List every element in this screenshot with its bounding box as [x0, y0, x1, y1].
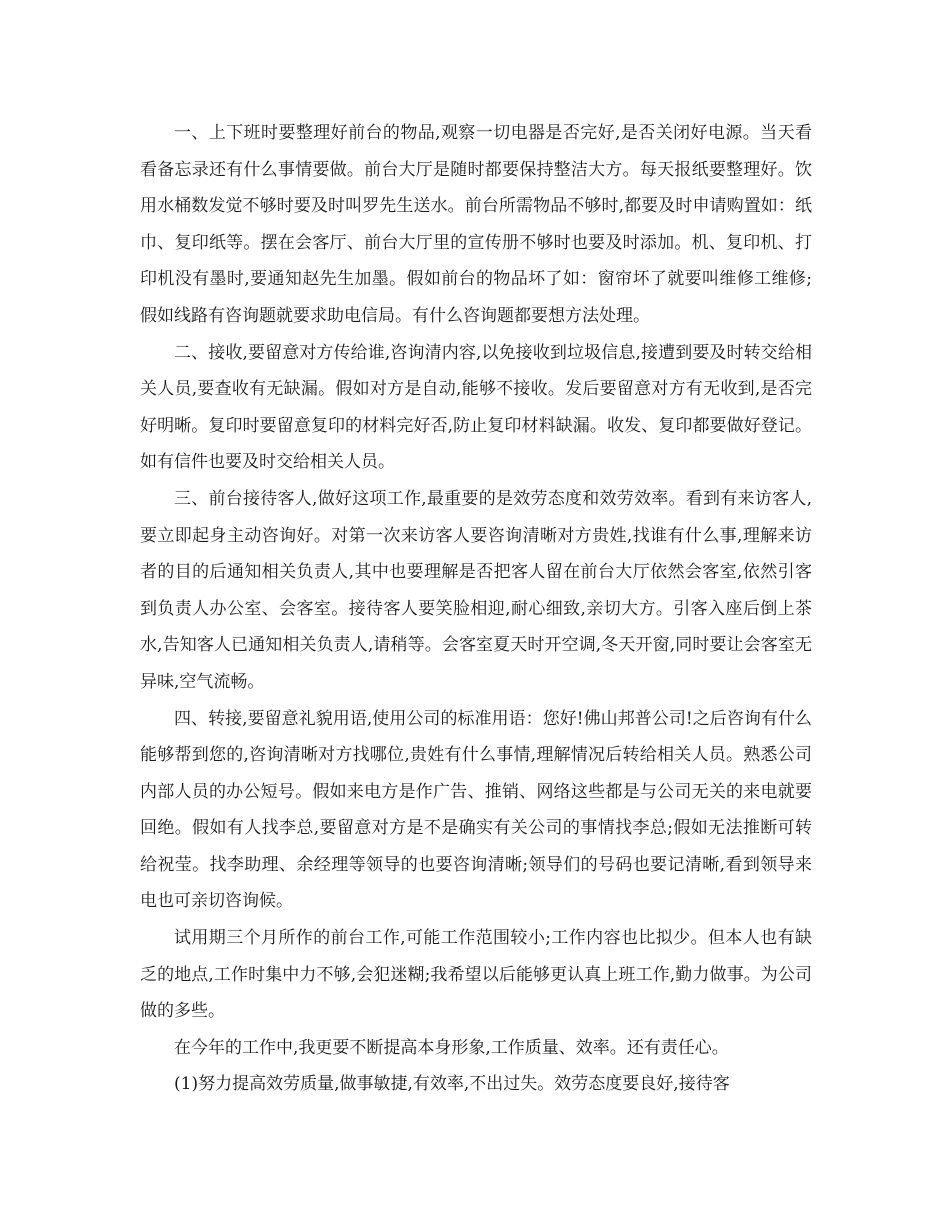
paragraph-goal-item-1: (1)努力提高效劳质量,做事敏捷,有效率,不出过失。效劳态度要良好,接待客 [174, 1074, 730, 1095]
paragraph-front-desk-items: 一、上下班时要整理好前台的物品,观察一切电器是否完好,是否关闭好电源。当天看看备忘录还有什么事情要做。前台大厅是随时都要保持整洁大方。每天报纸要整理好。饮用水桶数发觉不够时要及时叫罗先生送水。前台所需物品不够时,都要及时申请购置如：纸巾、复印纸等。摆在会客厅、前台大厅里的宣传册不够时也要及时添加。机、复印机、打印机没有墨时,要通知赵先生加墨。假如前台的物品坏了如：窗帘坏了就要叫维修工维修;假如线路有咨询题就要求助电信局。有什么咨询题都要想方法处理。 [140, 123, 812, 326]
paragraph-reception: 三、前台接待客人,做好这项工作,最重要的是效劳态度和效劳效率。看到有来访客人,要立即起身主动咨询好。对第一次来访客人要咨询清晰对方贵姓,找谁有什么事,理解来访者的目的后通知相关负责人,其中也要理解是否把客人留在前台大厅依然会客室,依然引客到负责人办公室、会客室。接待客人要笑脸相迎,耐心细致,亲切大方。引客入座后倒上茶水,告知客人已通知相关负责人,请稍等。会客室夏天时开空调,冬天开窗,同时要让会客室无异味,空气流畅。 [140, 488, 812, 692]
paragraph-goals: 在今年的工作中,我更要不断提高本身形象,工作质量、效率。还有责任心。 [174, 1037, 729, 1058]
paragraph-call-transfer: 四、转接,要留意礼貌用语,使用公司的标准用语：您好!佛山邦普公司!之后咨询有什么能够帮到您的,咨询清晰对方找哪位,贵姓有什么事情,理解情况后转给相关人员。熟悉公司内部人员的办公短号。假如来电方是作广告、推销、网络这些都是与公司无关的来电就要回绝。假如有人找李总,要留意对方是不是确实有关公司的事情找李总;假如无法推断可转给祝莹。找李助理、余经理等领导的也要咨询清晰;领导们的号码也要记清晰,看到领导来电也可亲切咨询候。 [140, 708, 812, 912]
paragraph-receiving: 二、接收,要留意对方传给谁,咨询清内容,以免接收到垃圾信息,接遭到要及时转交给相关人员,要查收有无缺漏。假如对方是自动,能够不接收。发后要留意对方有无收到,是否完好明晰。复印时要留意复印的材料完好否,防止复印材料缺漏。收发、复印都要做好登记。如有信件也要及时交给相关人员。 [140, 342, 812, 473]
document-body [140, 115, 812, 1103]
paragraph-probation-summary: 试用期三个月所作的前台工作,可能工作范围较小;工作内容也比拟少。但本人也有缺乏的地点,工作时集中力不够,会犯迷糊;我希望以后能够更认真上班工作,勤力做事。为公司做的多些。 [140, 928, 812, 1022]
